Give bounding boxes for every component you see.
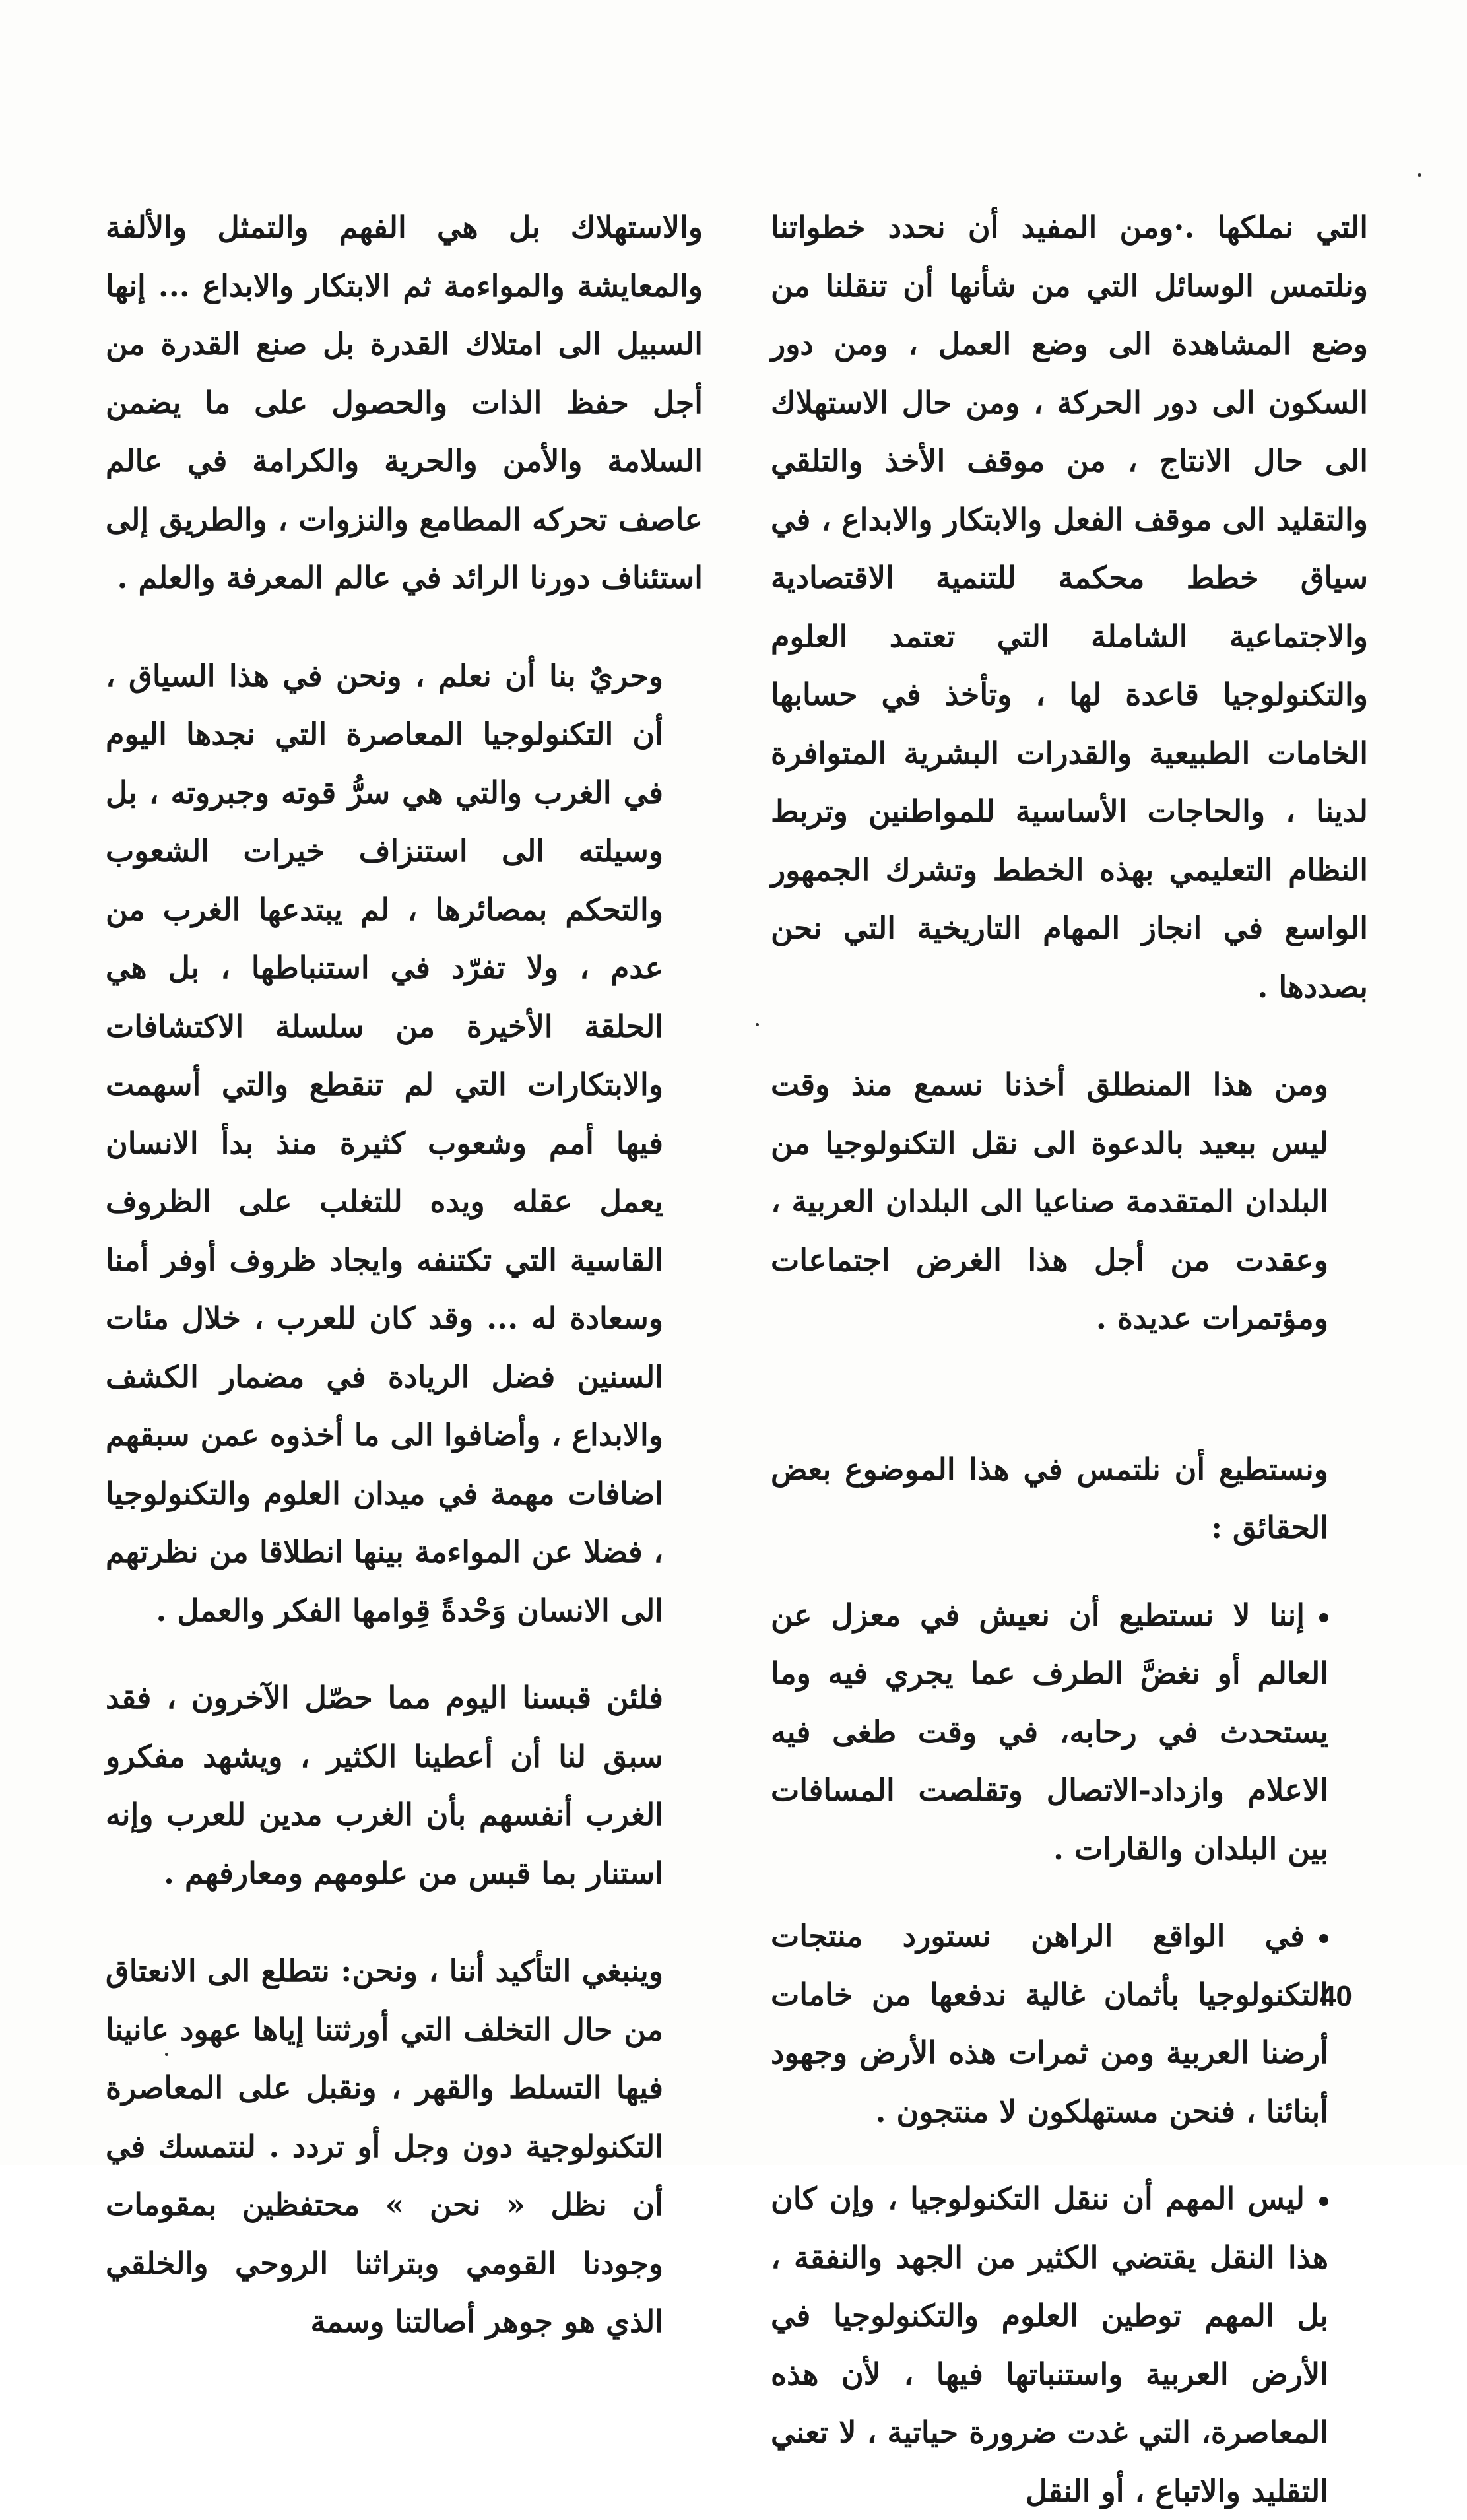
paragraph: التي نملكها .·ومن المفيد أن نحدد خطواتنا ونلتمس الوسائل التي من شأنها أن تنقلنا من وضع المشاهدة الى وضع العمل ، ومن دور السكون الى دور الحركة ، ومن حال الاستهلاك الى حال الانتاج ، من موقف الأخذ والتلقي والتقليد الى موقف الفعل والابتكار والابداع ، في سياق خطط محكمة للتنمية الاقتصادية والاجتماعية الشاملة التي تعتمد العلوم والتكنولوجيا قاعدة لها ، وتأخذ في حسابها الخامات الطبيعية والقدرات البشرية المتوافرة لدينا ، والحاجات الأساسية للمواطنين وتربط النظام التعليمي بهذه الخطط وتشرك الجمهور الواسع في انجاز المهام التاريخية التي نحن بصددها . [771, 209, 1368, 1005]
paragraph: فلئن قبسنا اليوم مما حصّل الآخرون ، فقد سبق لنا أن أعطينا الكثير ، ويشهد مفكرو الغرب أنفسهم بأن الغرب مدين للعرب وإنه استنار بما قبس من علومهم ومعارفهم . [106, 1680, 663, 1891]
scan-speck [756, 1023, 759, 1026]
bullet-paragraph [771, 1907, 1368, 2140]
paragraph: وينبغي التأكيد أننا ، ونحن: نتطلع الى الانعتاق من حال التخلف التي أورثتنا إياها عهود عانينا فيها التسلط والقهر ، ونقبل على المعاصرة التكنولوجية دون وجل أو تردد . لنتمسك في أن نظل « نحن » محتفظين بمقومات وجودنا القومي وبتراثنا الروحي والخلقي الذي هو جوهر أصالتنا وسمة [106, 1953, 663, 2339]
paragraph: وحريٌ بنا أن نعلم ، ونحن في هذا السياق ، أن التكنولوجيا المعاصرة التي نجدها اليوم في الغرب والتي هي سرُّ قوته وجبروته ، بل وسيلته الى استنزاف خيرات الشعوب والتحكم بمصائرها ، لم يبتدعها الغرب من عدم ، ولا تفرّد في استنباطها ، بل هي الحلقة الأخيرة من سلسلة الاكتشافات والابتكارات التي لم تنقطع والتي أسهمت فيها أمم وشعوب كثيرة منذ بدأ الانسان يعمل عقله ويده للتغلب على الظروف القاسية التي تكتنفه وايجاد ظروف أوفر أمنا وسعادة له ... وقد كان للعرب ، خلال مئات السنين فضل الريادة في مضمار الكشف والابداع ، وأضافوا الى ما أخذوه عمن سبقهم اضافات مهمة في ميدان العلوم والتكنولوجيا ، فضلا عن المواءمة بينها انطلاقا من نظرتهم الى الانسان وَحْدةً قِوامها الفكر والعمل . [106, 657, 663, 1628]
paragraph: ومن هذا المنطلق أخذنا نسمع منذ وقت ليس ببعيد بالدعوة الى نقل التكنولوجيا من البلدان المتقدمة صناعيا الى البلدان العربية ، وعقدت من أجل هذا الغرض اجتماعات ومؤتمرات عديدة . [771, 1067, 1328, 1336]
bullet-text: في الواقع الراهن نستورد منتجات التكنولوجيا بأثمان غالية ندفعها من خامات أرضنا العربية ومن ثمرات هذه الأرض وجهود أبنائنا ، فنحن مستهلكون لا منتجون . [771, 1918, 1328, 2129]
scan-speck [1418, 173, 1421, 177]
page-number: 40 [1320, 1980, 1352, 2012]
bullet-text: إننا لا نستطيع أن نعيش في معزل عن العالم أو نغضَّ الطرف عما يجري فيه وما يستحدث في رحابه، في وقت طغى فيه الاعلام وازداد-الاتصال وتقلصت المسافات بين البلدان والقارات . [771, 1597, 1328, 1867]
left-column [106, 198, 703, 2351]
scan-speck [165, 2053, 168, 2056]
bullet-text: ليس المهم أن ننقل التكنولوجيا ، وإن كان هذا النقل يقتضي الكثير من الجهد والنفقة ، بل المهم توطين العلوم والتكنولوجيا في الأرض العربية واستنباتها فيها ، لأن هذه المعاصرة، التي غدت ضرورة حياتية ، لا تعني التقليد والاتباع ، أو النقل [771, 2181, 1328, 2509]
bullet-paragraph [771, 1586, 1368, 1878]
bullet-dot-icon [1319, 2197, 1328, 2206]
bullet-dot-icon [1319, 1934, 1328, 1943]
paragraph: والاستهلاك بل هي الفهم والتمثل والألفة والمعايشة والمواءمة ثم الابتكار والابداع ... إنها السبيل الى امتلاك القدرة بل صنع القدرة من أجل حفظ الذات والحصول على ما يضمن السلامة والأمن والحرية والكرامة في عالم عاصف تحركه المطامع والنزوات ، والطريق إلى استئناف دورنا الرائد في عالم المعرفة والعلم . [106, 209, 703, 595]
bullet-paragraph [771, 2170, 1368, 2520]
right-column [771, 198, 1368, 2520]
bullet-dot-icon [1319, 1613, 1328, 1622]
paragraph: ونستطيع أن نلتمس في هذا الموضوع بعض الحقائق : [771, 1451, 1328, 1545]
